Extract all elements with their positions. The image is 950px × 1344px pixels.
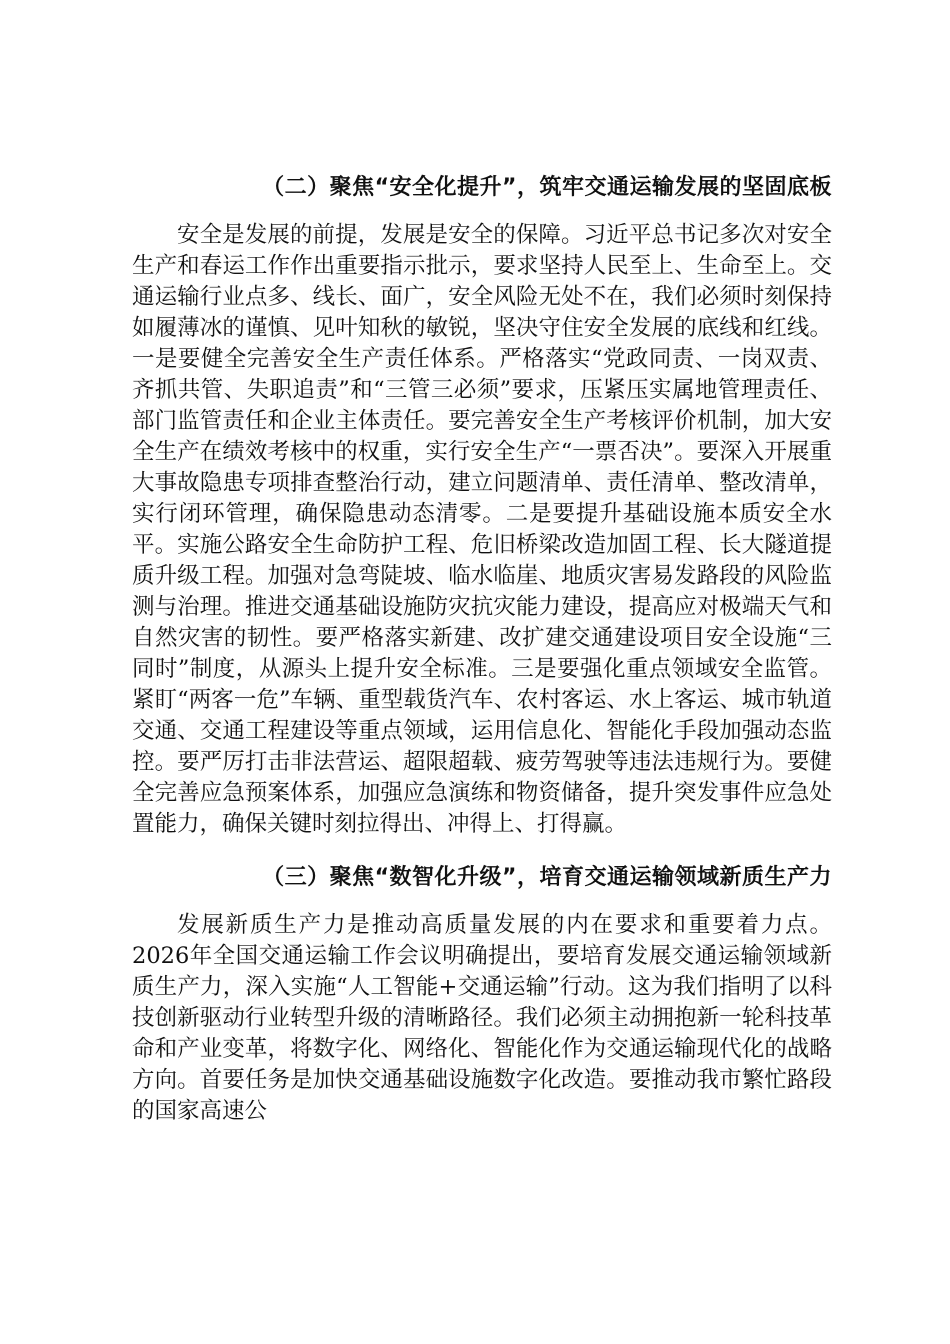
section-paragraph-2: 安全是发展的前提，发展是安全的保障。习近平总书记多次对安全生产和春运工作作出重要指示批示，要求坚持人民至上、生命至上。交通运输行业点多、线长、面广，安全风险无处不在，我们必须时刻保持如履薄冰的谨慎、见叶知秋的敏锐，坚决守住安全发展的底线和红线。一是要健全完善安全生产责任体系。严格落实“党政同责、一岗双责、齐抓共管、失职追责”和“三管三必须”要求，压紧压实属地管理责任、部门监管责任和企业主体责任。要完善安全生产考核评价机制，加大安全生产在绩效考核中的权重，实行安全生产“一票否决”。要深入开展重大事故隐患专项排查整治行动，建立问题清单、责任清单、整改清单，实行闭环管理，确保隐患动态清零。二是要提升基础设施本质安全水平。实施公路安全生命防护工程、危旧桥梁改造加固工程、长大隧道提质升级工程。加强对急弯陡坡、临水临崖、地质灾害易发路段的风险监测与治理。推进交通基础设施防灾抗灾能力建设，提高应对极端天气和自然灾害的韧性。要严格落实新建、改扩建交通建设项目安全设施“三同时”制度，从源头上提升安全标准。三是要强化重点领域安全监管。紧盯“两客一危”车辆、重型载货汽车、农村客运、水上客运、城市轨道交通、交通工程建设等重点领域，运用信息化、智能化手段加强动态监控。要严厉打击非法营运、超限超载、疲劳驾驶等违法违规行为。要健全完善应急预案体系，加强应急演练和物资储备，提升突发事件应急处置能力，确保关键时刻拉得出、冲得上、打得赢。 [132, 222, 832, 837]
section-heading-2: （二）聚焦“安全化提升”，筑牢交通运输发展的坚固底板 [262, 175, 832, 200]
section-paragraph-3: 发展新质生产力是推动高质量发展的内在要求和重要着力点。2026年全国交通运输工作会议明确提出，要培育发展交通运输领域新质生产力，深入实施“人工智能+交通运输”行动。这为我们指明了以科技创新驱动行业转型升级的清晰路径。我们必须主动拥抱新一轮科技革命和产业变革，将数字化、网络化、智能化作为交通运输现代化的战略方向。首要任务是加快交通基础设施数字化改造。要推动我市繁忙路段的国家高速公 [132, 912, 832, 1124]
section-heading-3: （三）聚焦“数智化升级”，培育交通运输领域新质生产力 [262, 865, 832, 890]
document-body [132, 160, 832, 1145]
